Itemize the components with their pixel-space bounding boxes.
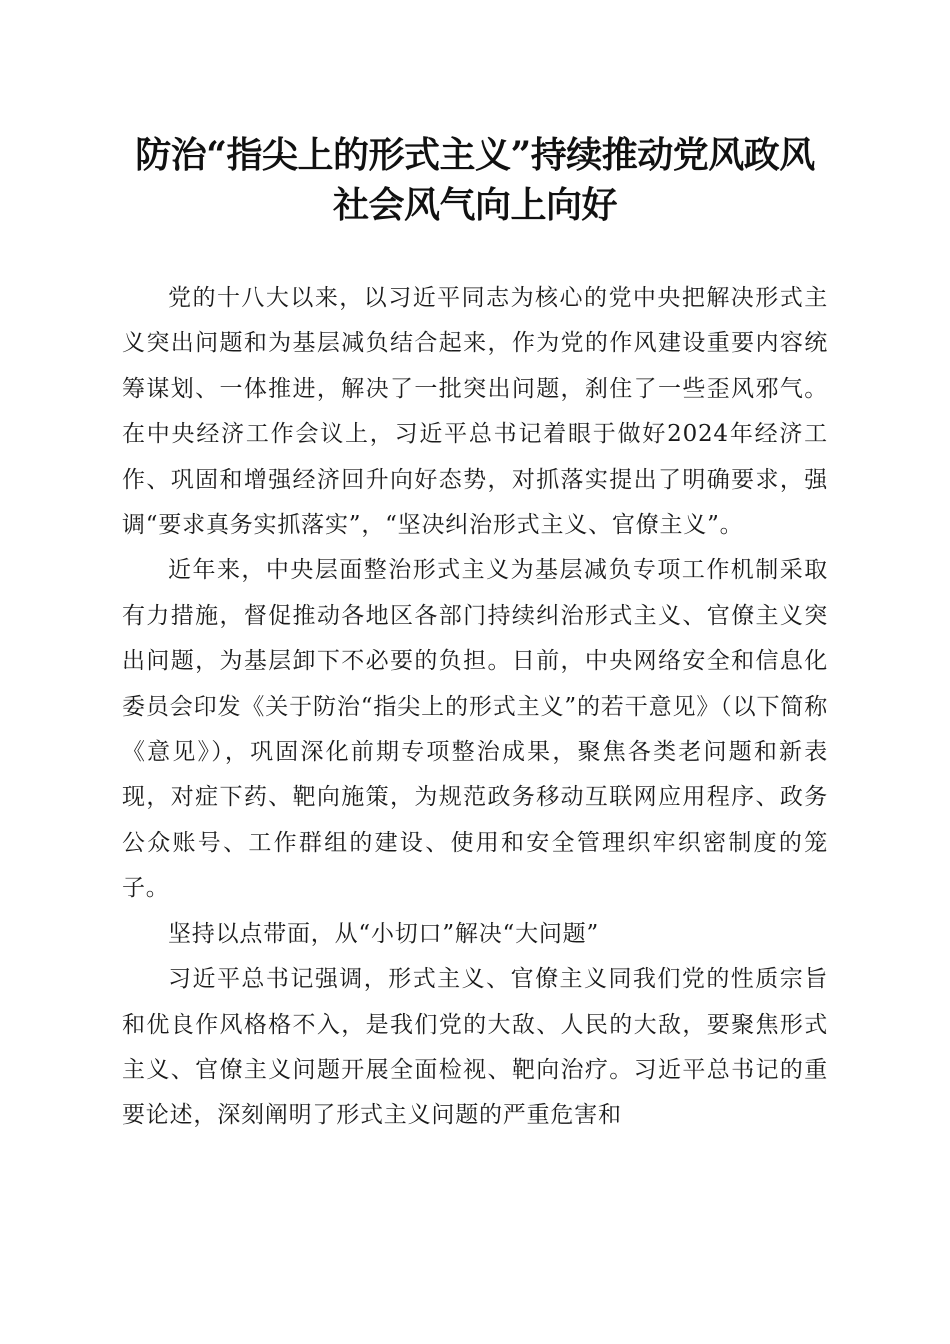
title-line-2: 社会风气向上向好	[332, 184, 617, 226]
paragraph-2: 近年来，中央层面整治形式主义为基层减负专项工作机制采取有力措施，督促推动各地区各部门持续纠治形式主义、官僚主义突出问题，为基层卸下不必要的负担。日前，中央网络安全和信息化委员会印发《关于防治“指尖上的形式主义”的若干意见》（以下简称《意见》），巩固深化前期专项整治成果，聚焦各类老问题和新表现，对症下药、靶向施策，为规范政务移动互联网应用程序、政务公众账号、工作群组的建设、使用和安全管理织牢织密制度的笼子。	[122, 557, 828, 902]
paragraph-1: 党的十八大以来，以习近平同志为核心的党中央把解决形式主义突出问题和为基层减负结合起来，作为党的作风建设重要内容统筹谋划、一体推进，解决了一批突出问题，刹住了一些歪风邪气。在中央经济工作会议上，习近平总书记着眼于做好2024年经济工作、巩固和增强经济回升向好态势，对抓落实提出了明确要求，强调“要求真务实抓落实”，“坚决纠治形式主义、官僚主义”。	[122, 285, 828, 539]
document-body	[122, 276, 828, 1139]
paragraph-3: 习近平总书记强调，形式主义、官僚主义同我们党的性质宗旨和优良作风格格不入，是我们党的大敌、人民的大敌，要聚焦形式主义、官僚主义问题开展全面检视、靶向治疗。习近平总书记的重要论述，深刻阐明了形式主义问题的严重危害和	[122, 966, 828, 1129]
title-line-1: 防治“指尖上的形式主义”持续推动党风政风	[135, 134, 815, 176]
section-heading: 坚持以点带面，从“小切口”解决“大问题”	[168, 920, 600, 947]
document-title	[110, 130, 840, 230]
